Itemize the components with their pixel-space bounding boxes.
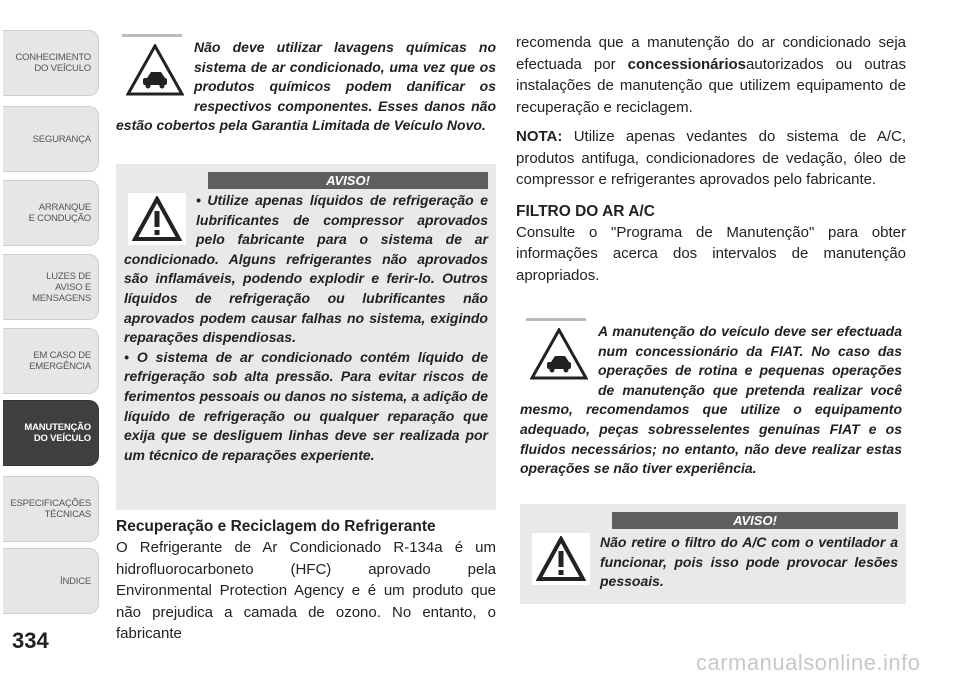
note-chemical-wash [116, 38, 496, 136]
tab-luzes-de-aviso[interactable]: LUZES DE AVISO E MENSAGENS [3, 254, 99, 320]
warning-bullet-1: • Utilize apenas líquidos de refrigeração e lubrificantes de compressor aprovados pelo fabricante para o sistema de ar condicionado. Alguns refrigerantes não aprovados são inflamáveis, podendo explodir e ferir-lo. Outros líquidos de refrigeração ou lubrificantes não aprovados podem causar falhas no sistema, exigindo reparações dispendiosas. [124, 192, 488, 346]
nota-paragraph: NOTA: Utilize apenas vedantes do sistema de A/C, produtos antifuga, condicionadores de vedação, óleo de compressor e refrigerantes aprovados pelo fabricante. [516, 128, 906, 188]
paragraph-refrigerant: O Refrigerante de Ar Condicionado R-134a é um hidrofluorocarboneto (HFC) aprovado pela Environmental Protection Agency e é um produto que não prejudica a camada de ozono. No entanto, o fabricante [116, 539, 496, 642]
tab-especificacoes-tecnicas[interactable]: ESPECIFICAÇÕES TÉCNICAS [3, 476, 99, 542]
note-chemical-wash-text: Não deve utilizar lavagens químicas no sistema de ar condicionado, uma vez que os produtos químicos podem danificar os respectivos componentes. Esses danos não estão cobertos pela Garantia Limitada de Veículo Novo. [116, 39, 496, 134]
section-heading-ac-filter: FILTRO DO AR A/C [516, 202, 655, 220]
section-heading-refrigerant: Recuperação e Reciclagem do Refrigerante [116, 518, 436, 535]
tab-indice[interactable]: ÍNDICE [3, 548, 99, 614]
paragraph-dealer-recommendation: recomenda que a manutenção do ar condicionado seja efectuada por concessionáriosautorizados ou outras instalações de manutenção que utilizem equipamento de recuperação e reciclagem. [516, 34, 906, 116]
page-number: 334 [12, 628, 49, 653]
car-wash-caution-icon [126, 44, 184, 96]
tab-em-caso-de-emergencia[interactable]: EM CASO DE EMERGÊNCIA [3, 328, 99, 394]
chapter-sidebar [0, 0, 106, 630]
note-maintenance-text: A manutenção do veículo deve ser efectuada num concessionário da FIAT. No caso das operações de rotina e pequenas operações de manutenção que pretenda realizar você mesmo, recomendamos que utilize o equipamento adequado, peças sobresselentes genuínas FIAT e os fluidos necessários; no entanto, não deve realizar estas operações se não tiver experiência. [520, 323, 902, 477]
tab-conhecimento-do-veiculo[interactable]: CONHECIMENTO DO VEÍCULO [3, 30, 99, 96]
watermark: carmanualsonline.info [696, 650, 921, 675]
car-maintenance-caution-icon [530, 328, 588, 380]
warning-ac-filter-text: Não retire o filtro do A/C com o ventilador a funcionar, pois isso pode provocar lesões pessoais. [600, 534, 898, 590]
warning-box-ac-filter [520, 504, 906, 604]
warning-bullet-2: • O sistema de ar condicionado contém líquido de refrigeração sob alta pressão. Para evitar riscos de ferimentos pessoais ou danos no sistema, a adição de líquido de refrigeração ou qualquer reparação que exija que se desliguem linhas deve ser realizada por um técnico de reparações experiente. [124, 348, 488, 463]
tab-seguranca[interactable]: SEGURANÇA [3, 106, 99, 172]
refrigerant-section [116, 516, 496, 645]
warning-triangle-icon-2 [532, 533, 590, 585]
warning-header: AVISO! [208, 172, 488, 189]
warning-triangle-icon [128, 193, 186, 245]
nota-label: NOTA: [516, 128, 563, 145]
tab-manutencao-do-veiculo[interactable]: MANUTENÇÃO DO VEÍCULO [3, 400, 99, 466]
warning-box-refrigerant [116, 164, 496, 510]
tab-arranque-e-conducao[interactable]: ARRANQUE E CONDUÇÃO [3, 180, 99, 246]
note-maintenance [520, 322, 902, 479]
warning-header-2: AVISO! [612, 512, 898, 529]
paragraph-ac-filter: Consulte o "Programa de Manutenção" para obter informações acerca dos intervalos de manutenção apropriados. [516, 223, 906, 284]
